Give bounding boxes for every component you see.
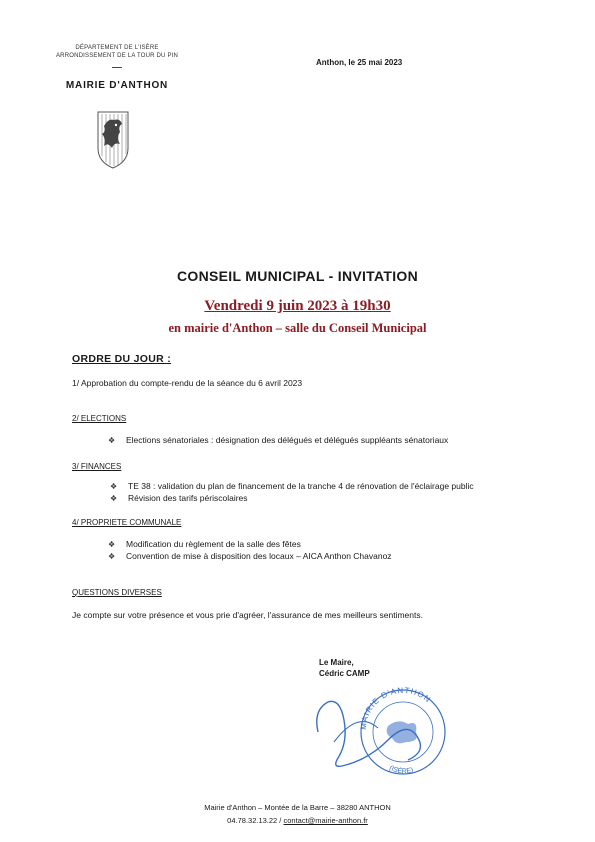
list-item — [110, 493, 248, 503]
section-elections-title: 2/ ELECTIONS — [72, 414, 127, 423]
page-title: CONSEIL MUNICIPAL - INVITATION — [176, 268, 419, 284]
list-item-text: TE 38 : validation du plan de financement de la tranche 4 de rénovation de l'éclairage public — [128, 481, 474, 491]
section-propriete-title: 4/ PROPRIETE COMMUNALE — [72, 518, 182, 527]
list-item — [108, 551, 392, 561]
questions-diverses: QUESTIONS DIVERSES — [72, 588, 162, 597]
list-item — [108, 539, 301, 549]
list-item-text: Convention de mise à disposition des locaux – AICA Anthon Chavanoz — [126, 551, 392, 561]
coat-of-arms-icon — [96, 108, 130, 170]
header-divider — [112, 67, 122, 68]
mayor-stamp-and-signature — [308, 680, 458, 780]
diamond-bullet-icon: ❖ — [108, 552, 116, 561]
diamond-bullet-icon: ❖ — [110, 494, 118, 503]
footer-contact — [0, 816, 595, 825]
agenda-heading: ORDRE DU JOUR : — [72, 353, 172, 365]
mairie-name: MAIRIE D'ANTHON — [65, 80, 169, 91]
list-item — [108, 435, 448, 445]
department-header — [52, 45, 182, 72]
list-item-text: Elections sénatoriales : désignation des délégués et délégués suppléants sénatoriaux — [126, 435, 449, 445]
stamp-subtext: (ISÈRE) — [387, 764, 415, 776]
signature-role: Le Maire, — [319, 658, 354, 667]
section-finances-title: 3/ FINANCES — [72, 462, 122, 471]
svg-text:(ISÈRE) — [388, 765, 414, 776]
signature-name: Cédric CAMP — [319, 669, 370, 678]
meeting-venue: en mairie d'Anthon – salle du Conseil Municipal — [168, 321, 427, 335]
arrondissement-name: ARRONDISSEMENT DE LA TOUR DU PIN — [55, 52, 179, 59]
diamond-bullet-icon: ❖ — [110, 482, 118, 491]
list-item — [110, 481, 474, 491]
diamond-bullet-icon: ❖ — [108, 436, 116, 445]
diamond-bullet-icon: ❖ — [108, 540, 116, 549]
department-name: DÉPARTEMENT DE L'ISÈRE — [75, 45, 159, 51]
agenda-item-1: 1/ Approbation du compte-rendu de la séance du 6 avril 2023 — [72, 378, 303, 388]
letter-date: Anthon, le 25 mai 2023 — [316, 58, 403, 67]
footer-address: Mairie d'Anthon – Montée de la Barre – 38280 ANTHON — [204, 803, 391, 812]
meeting-datetime: Vendredi 9 juin 2023 à 19h30 — [204, 298, 391, 314]
list-item-text: Modification du règlement de la salle des fêtes — [126, 539, 301, 549]
footer-email-link[interactable]: contact@mairie-anthon.fr — [283, 816, 368, 825]
closing-sentence: Je compte sur votre présence et vous prie d'agréer, l'assurance de mes meilleurs sentiments. — [72, 610, 423, 620]
stamp-text: MAIRIE D'ANTHON — [358, 685, 433, 731]
footer-separator: / — [277, 816, 284, 825]
list-item-text: Révision des tarifs périscolaires — [128, 493, 248, 503]
footer-phone: 04.78.32.13.22 — [227, 816, 278, 825]
